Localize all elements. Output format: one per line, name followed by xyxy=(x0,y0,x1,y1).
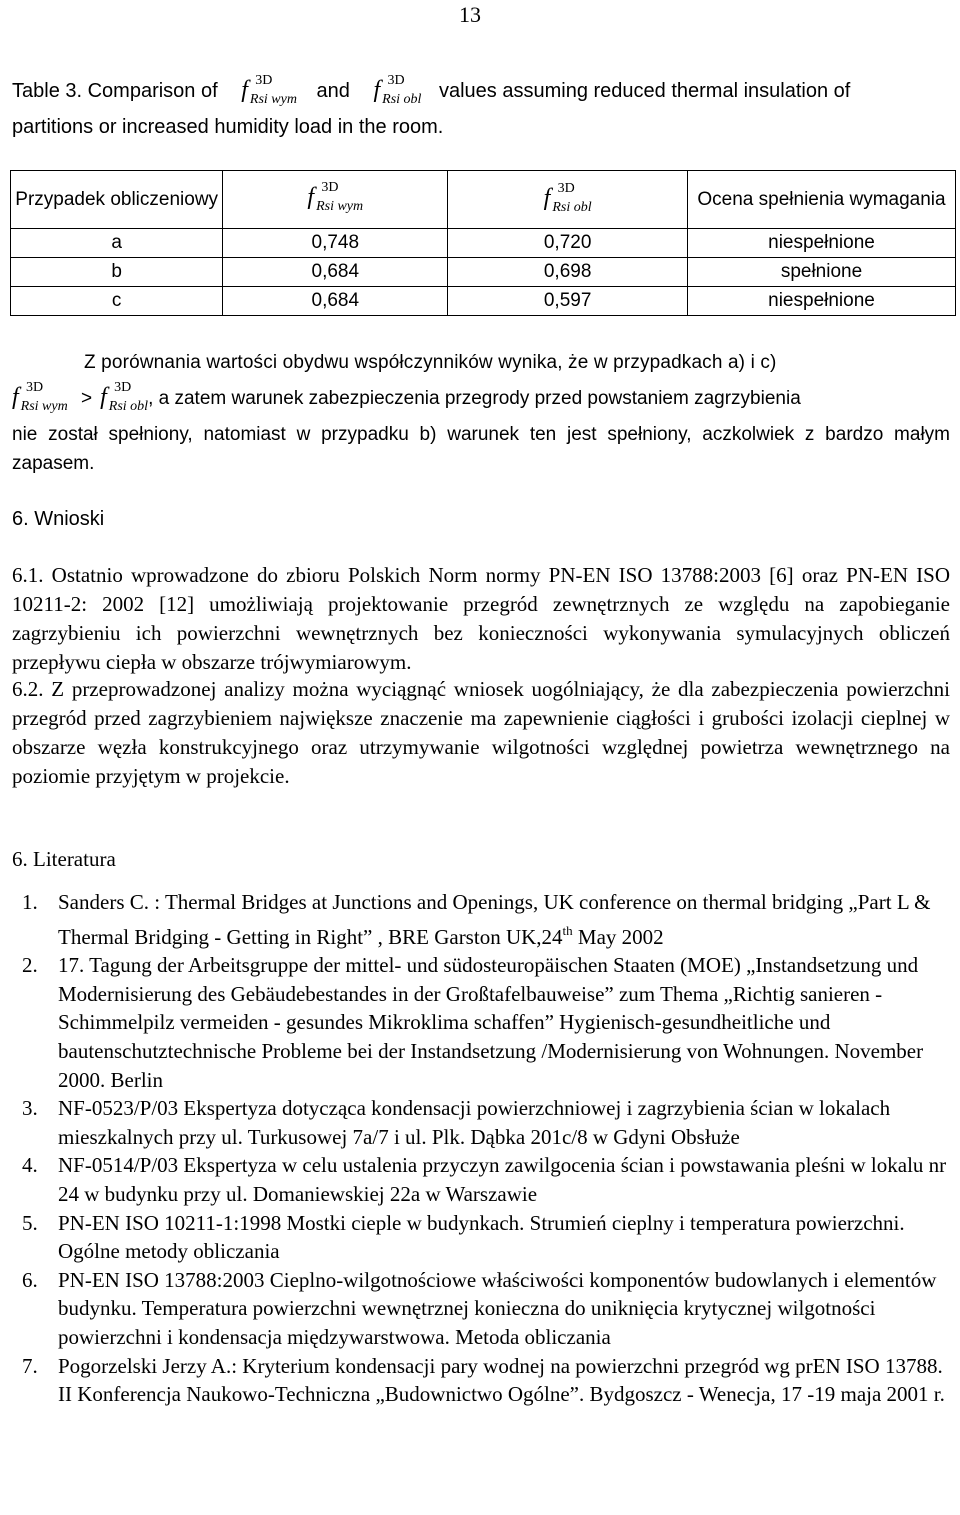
section-heading-literatura: 6. Literatura xyxy=(12,847,116,871)
para1-line2-text: , a zatem warunek zabezpieczenia przegrody przed powstaniem zagrzybienia xyxy=(148,388,801,409)
reference-item: 5. PN-EN ISO 10211-1:1998 Mostki cieple w budynkach. Strumień cieplny i temperatura powierzchni. Ogólne metody obliczania xyxy=(22,1210,905,1264)
table-cell: 0,720 xyxy=(448,229,688,258)
comparison-table xyxy=(10,170,956,316)
para1-line3: nie został spełniony, natomiast w przypadku b) warunek ten jest spełniony, aczkolwiek z bardzo małym zapasem. xyxy=(12,424,950,474)
f-rsi-wym-symbol: f 3D $_{Rsi wym}$ xyxy=(241,73,297,107)
para1-line1: Z porównania wartości obydwu współczynników wynika, że w przypadkach a) i c) xyxy=(84,352,777,373)
paragraph-6-2: 6.2. Z przeprowadzonej analizy można wyciągnąć wniosek uogólniający, że dla zabezpieczenia powierzchni przegród przed zagrzybieniem największe znaczenie ma zapewnienie ciągłości i grubości izolacji cieplnej w obszarze węzła konstrukcyjnego oraz utrzymywanie wilgotności względnej powietrza wewnętrznego na poziomie przyjętym w projekcie. xyxy=(12,677,950,788)
table-cell: c xyxy=(11,287,223,316)
f-rsi-wym-symbol: f 3D $_{Rsi wym}$ xyxy=(12,380,68,414)
table-row xyxy=(11,258,956,287)
f-rsi-obl-symbol: f 3D $_{Rsi obl}$ xyxy=(100,380,149,414)
table-cell: 0,684 xyxy=(223,287,448,316)
reference-item: 2. 17. Tagung der Arbeitsgruppe der mittel- und südosteuropäischen Staaten (MOE) „Instandsetzung und Modernisierung des Gebäudebestandes in der Großtafelbauweise” zum Thema „Richtig sanieren - Schimmelpilz vermeiden - gesundes Mikroklima schaffen” Hygienisch-gesundheitliche und bautenschutztechnische Probleme bei der Instandsetzung /Modernisierung von Wohnungen. November 2000. Berlin xyxy=(22,953,924,1092)
table-cell: spełnione xyxy=(688,258,956,287)
para1-line2 xyxy=(12,380,954,415)
table-cell: 0,684 xyxy=(223,258,448,287)
header-assessment: Ocena spełnienia wymagania xyxy=(688,171,956,229)
header-f-rsi-obl: f 3D $_{Rsi obl}$ xyxy=(448,171,688,229)
caption-prefix: Table 3. Comparison of xyxy=(12,80,218,102)
table-row xyxy=(11,287,956,316)
reference-item: 4. NF-0514/P/03 Ekspertyza w celu ustalenia przyczyn zawilgocenia ścian i powstawania pleśni w lokalu nr 24 w budynku przy ul. Domaniewskiej 22a w Warszawie xyxy=(22,1153,947,1206)
table-cell: niespełnione xyxy=(688,287,956,316)
table-caption-line2: partitions or increased humidity load in the room. xyxy=(12,116,444,138)
page-number: 13 xyxy=(459,2,481,27)
table-caption-line1 xyxy=(12,73,957,108)
reference-item: 7. Pogorzelski Jerzy A.: Kryterium kondensacji pary wodnej na powierzchni przegród wg prEN ISO 13788. II Konferencja Naukowo-Techniczna „Budownictwo Ogólne”. Bydgoszcz - Wenecja, 17 -19 maja 2001 r. xyxy=(22,1353,945,1407)
paragraph-6-1: 6.1. Ostatnio wprowadzone do zbioru Polskich Norm normy PN-EN ISO 13788:2003 [6] oraz PN-EN ISO 10211-2: 2002 [12] umożliwiają projektowanie przegród zewnętrznych ze względu na zapobieganie zagrzybieniu ich powierzchni wewnętrznych bez konieczności wykonywania symulacyjnych obliczeń przepływu ciepła w obszarze trójwymiarowym. xyxy=(12,563,950,674)
table-cell: b xyxy=(11,258,223,287)
greater-than: > xyxy=(81,388,93,409)
table-header-row xyxy=(11,171,956,229)
table-cell: 0,748 xyxy=(223,229,448,258)
reference-list xyxy=(12,888,952,1409)
caption-and: and xyxy=(316,80,350,102)
reference-item: 3. NF-0523/P/03 Ekspertyza dotycząca kondensacji powierzchniowej i zagrzybienia ścian w lokalach mieszkalnych przy ul. Turkusowej 7a/7 i ul. Plk. Dąbka 201c/8 w Gdyni Obsłuże xyxy=(22,1096,891,1149)
header-case: Przypadek obliczeniowy xyxy=(11,171,223,229)
section-heading-wnioski: 6. Wnioski xyxy=(12,508,105,530)
caption-suffix: values assuming reduced thermal insulation of xyxy=(438,80,851,102)
f-rsi-obl-symbol: f 3D $_{Rsi obl}$ xyxy=(373,73,422,107)
table-cell: niespełnione xyxy=(688,229,956,258)
table-cell: a xyxy=(11,229,223,258)
table-row xyxy=(11,229,956,258)
reference-item: 6. PN-EN ISO 13788:2003 Cieplno-wilgotnościowe właściwości komponentów budowlanych i elementów budynku. Temperatura powierzchni wewnętrznej konieczna do uniknięcia krytycznej wilgotności powierzchni i kondensacja międzywarstwowa. Metoda obliczania xyxy=(22,1267,937,1349)
table-cell: 0,597 xyxy=(448,287,688,316)
reference-item: 1. Sanders C. : Thermal Bridges at Junctions and Openings, UK conference on thermal bridging „Part L & Thermal Bridging - Getting in Right” , BRE Garston UK,24th May 2002 xyxy=(22,890,931,949)
header-f-rsi-wym: f 3D $_{Rsi wym}$ xyxy=(223,171,448,229)
table-cell: 0,698 xyxy=(448,258,688,287)
